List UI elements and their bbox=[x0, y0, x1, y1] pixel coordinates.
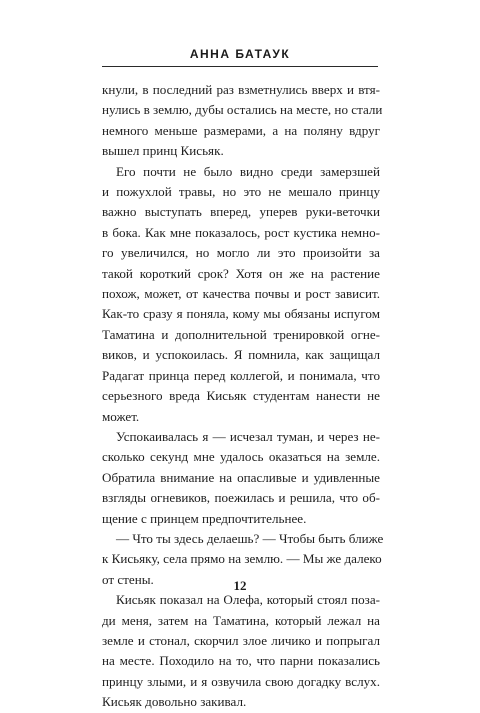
paragraph bbox=[102, 80, 383, 162]
text-line: важно выступать вперед, уперев руки-веточки bbox=[102, 204, 380, 220]
text-line: Как-то сразу я поняла, кому мы обязаны испугом bbox=[102, 306, 380, 322]
text-line: немного меньше размерами, а на поляну вдруг bbox=[102, 122, 380, 138]
text-line: — Что ты здесь делаешь? — Чтобы быть ближе bbox=[116, 530, 384, 546]
text-line: в бока. Как мне показалось, рост кустика немно- bbox=[102, 224, 380, 240]
header-rule bbox=[102, 66, 378, 67]
paragraph bbox=[102, 590, 380, 712]
text-line: может. bbox=[102, 408, 140, 424]
text-line: от стены. bbox=[102, 571, 154, 587]
text-line: кнули, в последний раз взметнулись вверх и втя- bbox=[102, 82, 380, 97]
text-line: щение с принцем предпочтительнее. bbox=[102, 510, 307, 526]
text-line: Таматина и дополнительной тренировкой огне- bbox=[102, 326, 380, 342]
text-line: и пожухлой травы, но это не мешало принцу bbox=[102, 184, 380, 200]
text-line: принцу злыми, и я озвучила свою догадку вслух. bbox=[102, 673, 380, 689]
text-line: взгляды огневиков, поежилась и решила, что об- bbox=[102, 490, 380, 506]
page-number: 12 bbox=[233, 578, 247, 593]
text-line: ди меня, затем на Таматина, который лежал на bbox=[102, 612, 380, 628]
text-line: на месте. Походило на то, что парни показались bbox=[102, 653, 380, 669]
text-line: похож, может, от качества почвы и рост зависит. bbox=[102, 286, 380, 302]
body-text bbox=[102, 80, 384, 713]
text-line: к Кисьяку, села прямо на землю. — Мы же далеко bbox=[102, 551, 382, 567]
running-header: АННА БАТАУК bbox=[189, 47, 291, 61]
text-line: такой короткий срок? Хотя он же на растение bbox=[102, 265, 380, 281]
text-line: вышел принц Кисьяк. bbox=[102, 143, 224, 159]
text-line: сколько секунд мне удалось оказаться на земле. bbox=[102, 449, 380, 465]
text-line: Кисьяк довольно закивал. bbox=[102, 694, 247, 710]
text-line: Его почти не было видно среди замерзшей bbox=[116, 163, 380, 179]
text-line: го увеличился, но могло ли это произойти за bbox=[102, 245, 380, 261]
text-line: Радагат принца перед коллегой, и понимала, что bbox=[102, 367, 380, 383]
paragraph bbox=[102, 427, 380, 529]
text-line: земле и стонал, скорчил злое личико и попрыгал bbox=[102, 632, 380, 648]
text-line: серьезного вреда Кисьяк студентам нанести не bbox=[102, 388, 380, 404]
text-line: виков, и успокоилась. Я помнила, как защищал bbox=[102, 347, 380, 363]
text-line: нулись в землю, дубы остались на месте, но стали bbox=[102, 102, 383, 118]
text-line: Обратила внимание на опасливые и удивленные bbox=[102, 469, 380, 485]
text-line: Кисьяк показал на Олефа, который стоял поза- bbox=[116, 592, 380, 608]
text-line: Успокаивалась я — исчезал туман, и через не- bbox=[116, 428, 380, 444]
paragraph bbox=[102, 162, 380, 427]
